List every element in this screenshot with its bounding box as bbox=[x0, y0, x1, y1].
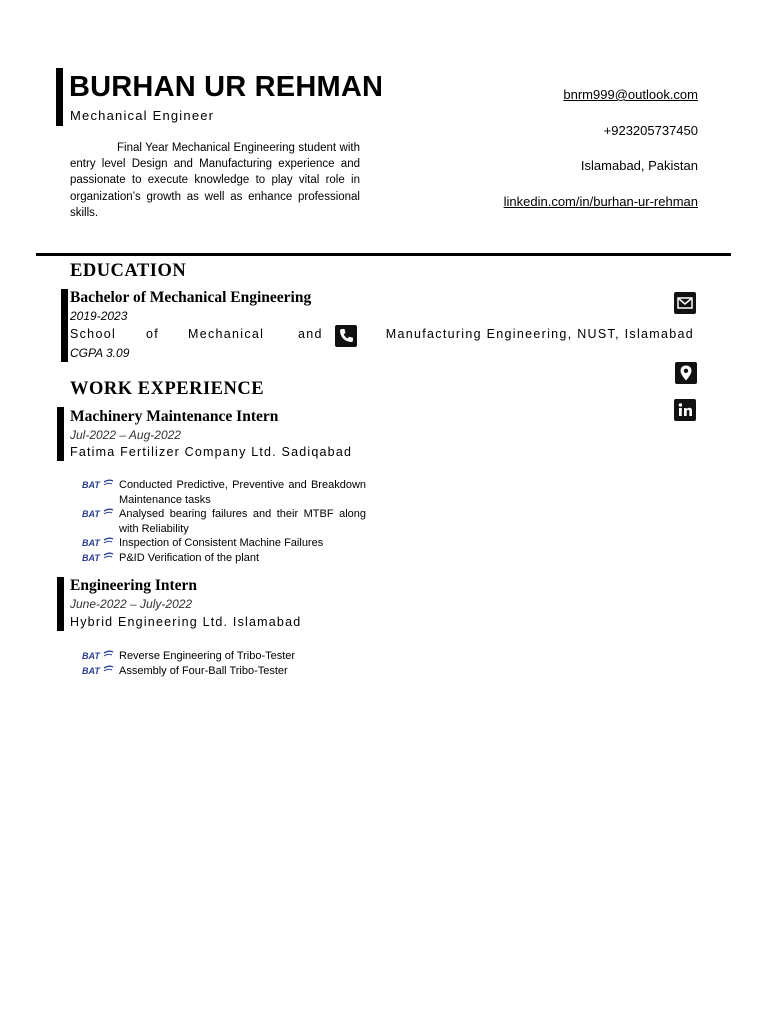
company-name: Hybrid Engineering Ltd. Islamabad bbox=[70, 615, 302, 629]
job-duties-list bbox=[82, 649, 366, 678]
location-text: Islamabad, Pakistan bbox=[580, 158, 698, 173]
list-item: BAT Assembly of Four-Ball Tribo-Tester bbox=[82, 664, 288, 677]
svg-text:BAT: BAT bbox=[82, 552, 100, 562]
job-accent-bar bbox=[57, 407, 64, 461]
envelope-icon bbox=[674, 292, 696, 314]
job-title: Engineering Intern bbox=[70, 577, 198, 594]
bat-logo-bullet-icon bbox=[82, 479, 114, 489]
svg-text:BAT: BAT bbox=[82, 651, 100, 660]
school-name bbox=[70, 327, 694, 345]
phone-number: +923205737450 bbox=[603, 123, 698, 138]
list-item: BAT Inspection of Consistent Machine Failures bbox=[82, 537, 324, 550]
education-accent-bar bbox=[61, 289, 68, 362]
bat-logo-bullet-icon bbox=[82, 665, 114, 675]
school-word: School bbox=[70, 327, 117, 341]
list-item: BAT Analysed bearing failures and their MTBF along with Reliability bbox=[82, 508, 366, 535]
map-pin-icon bbox=[675, 362, 697, 384]
linkedin-icon bbox=[674, 399, 696, 421]
education-heading: EDUCATION bbox=[70, 261, 187, 281]
job-dates: June-2022 – July-2022 bbox=[70, 597, 193, 611]
svg-text:BAT: BAT bbox=[82, 665, 100, 675]
candidate-name: BURHAN UR REHMAN bbox=[69, 71, 384, 103]
list-item: BAT P&ID Verification of the plant bbox=[82, 551, 260, 564]
header-divider bbox=[36, 253, 731, 256]
cgpa: CGPA 3.09 bbox=[70, 346, 130, 360]
school-word: and bbox=[298, 327, 323, 341]
education-dates: 2019-2023 bbox=[70, 309, 128, 323]
work-experience-heading: WORK EXPERIENCE bbox=[70, 379, 265, 399]
profile-summary: Final Year Mechanical Engineering student with entry level Design and Manufacturing experience and passionate to execute knowledge to play vital role in organization’s growth as well as enhance professional skills. bbox=[70, 142, 360, 219]
phone-icon bbox=[335, 325, 357, 347]
school-word: of bbox=[146, 327, 160, 341]
job-duties-list bbox=[82, 478, 366, 566]
job-title: Mechanical Engineer bbox=[70, 108, 215, 123]
linkedin-link[interactable]: linkedin.com/in/burhan-ur-rehman bbox=[503, 194, 698, 209]
svg-text:BAT: BAT bbox=[82, 480, 100, 489]
name-accent-bar bbox=[56, 68, 63, 126]
job-title: Machinery Maintenance Intern bbox=[70, 408, 279, 425]
list-item: BAT Conducted Predictive, Preventive and Breakdown Maintenance tasks bbox=[82, 479, 366, 506]
degree-title: Bachelor of Mechanical Engineering bbox=[70, 289, 312, 306]
company-name: Fatima Fertilizer Company Ltd. Sadiqabad bbox=[70, 445, 353, 459]
bat-logo-bullet-icon bbox=[82, 508, 114, 518]
email-link[interactable]: bnrm999@outlook.com bbox=[563, 87, 698, 102]
list-item: BAT Reverse Engineering of Tribo-Tester bbox=[82, 650, 296, 662]
school-location: Manufacturing Engineering, NUST, Islamabad bbox=[385, 327, 694, 341]
bat-logo-bullet-icon bbox=[82, 537, 114, 547]
bat-logo-bullet-icon bbox=[82, 552, 114, 562]
bat-logo-bullet-icon bbox=[82, 650, 114, 660]
svg-text:BAT: BAT bbox=[82, 509, 100, 519]
svg-text:BAT: BAT bbox=[82, 538, 100, 548]
job-dates: Jul-2022 – Aug-2022 bbox=[70, 428, 181, 442]
school-word: Mechanical bbox=[188, 327, 265, 341]
job-accent-bar bbox=[57, 577, 64, 631]
